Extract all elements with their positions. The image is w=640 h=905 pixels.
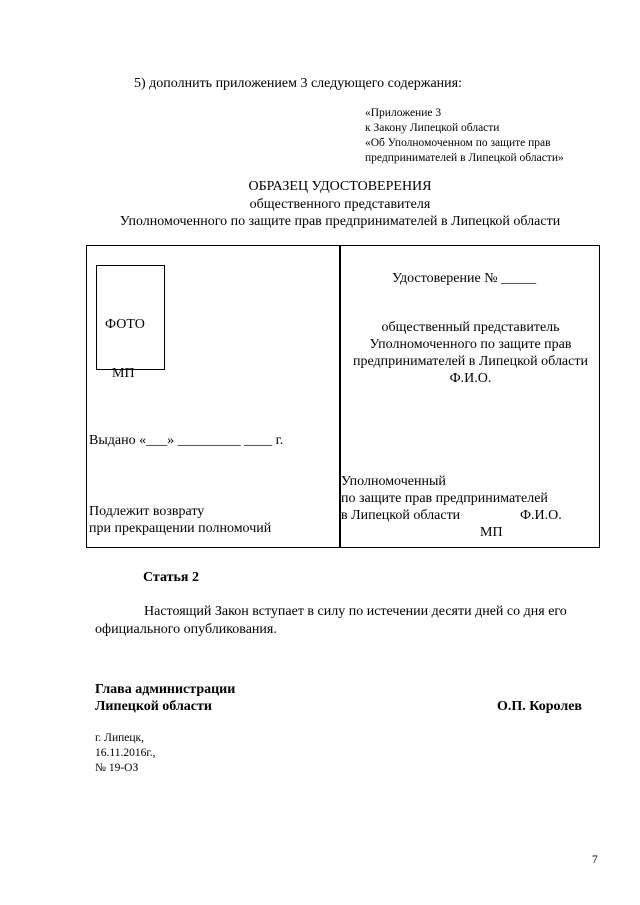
annex-heading-line: предпринимателей в Липецкой области» [365, 152, 564, 164]
article-text-line: официального опубликования. [95, 622, 277, 637]
certificate-card [86, 245, 600, 548]
issued-line: Выдано «___» _________ ____ г. [89, 433, 284, 448]
signatory-name: О.П. Королев [497, 699, 582, 714]
role-fio: Ф.И.О. [449, 371, 492, 386]
sample-title-line: общественного представителя [249, 197, 431, 212]
footer-date: 16.11.2016г., [95, 747, 156, 759]
annex-heading-line: к Закону Липецкой области [365, 122, 500, 134]
certificate-number: Удостоверение № _____ [392, 271, 537, 286]
return-line: Подлежит возврату [89, 504, 205, 519]
signatory-fio: Ф.И.О. [520, 508, 562, 523]
signatory-position: Глава администрации [95, 682, 236, 697]
article-text-line: Настоящий Закон вступает в силу по истечении десяти дней со дня его [144, 604, 567, 619]
photo-label: ФОТО [105, 317, 145, 332]
signatory-stamp: МП [480, 525, 503, 540]
annex-heading-line: «Приложение 3 [365, 107, 442, 119]
role-line: предпринимателей в Липецкой области [353, 354, 588, 369]
photo-box [96, 265, 165, 370]
stamp-label: МП [112, 366, 135, 381]
signatory-line: в Липецкой области [341, 508, 461, 523]
sample-title-line: ОБРАЗЕЦ УДОСТОВЕРЕНИЯ [248, 179, 432, 194]
article-title: Статья 2 [143, 570, 199, 585]
footer-number: № 19-ОЗ [95, 762, 139, 774]
annex-heading-line: «Об Уполномоченном по защите прав [365, 137, 551, 149]
role-line: общественный представитель [381, 320, 560, 335]
role-line: Уполномоченного по защите прав [369, 337, 572, 352]
page-number: 7 [592, 854, 598, 866]
footer-city: г. Липецк, [95, 732, 144, 744]
sample-title-line: Уполномоченного по защите прав предпринимателей в Липецкой области [119, 214, 561, 229]
signatory-line: по защите прав предпринимателей [341, 491, 548, 506]
return-line: при прекращении полномочий [89, 521, 272, 536]
signatory-position: Липецкой области [95, 699, 212, 714]
signatory-line: Уполномоченный [341, 474, 446, 489]
amendment-intro: 5) дополнить приложением 3 следующего содержания: [134, 76, 462, 91]
